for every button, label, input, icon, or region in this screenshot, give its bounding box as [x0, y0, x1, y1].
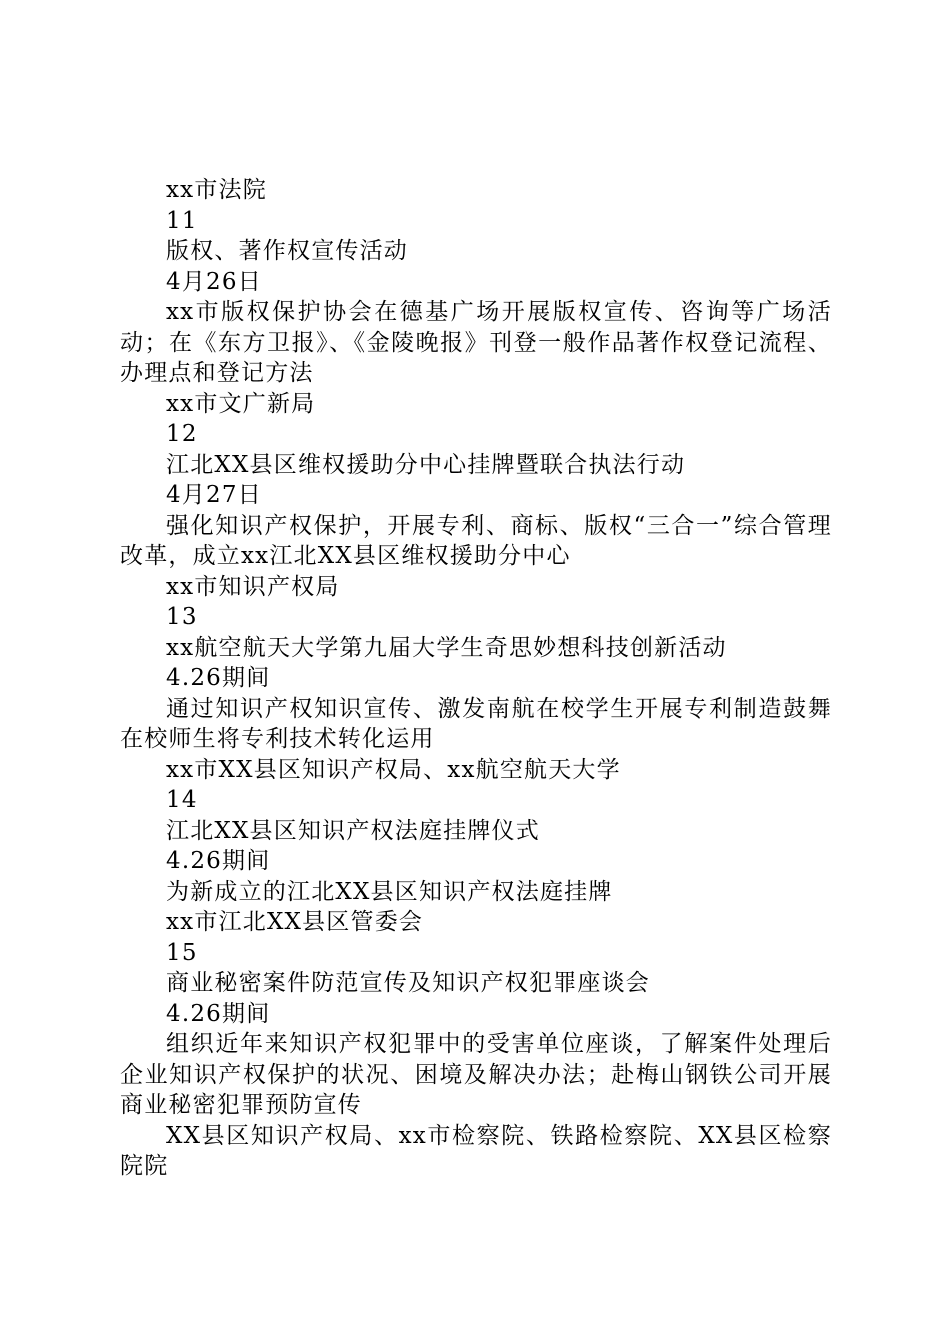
paragraph: 江北XX县区维权援助分中心挂牌暨联合执法行动: [166, 451, 686, 478]
paragraph: xx市版权保护协会在德基广场开展版权宣传、咨询等广场活动；在《东方卫报》、《金陵晚报》刊登一般作品著作权登记流程、办理点和登记方法: [120, 299, 832, 386]
paragraph: xx市法院: [166, 177, 267, 203]
paragraph: xx市江北XX县区管委会: [166, 909, 424, 935]
paragraph: 15: [166, 939, 198, 966]
paragraph: 4.26期间: [166, 665, 271, 691]
paragraph: 14: [166, 787, 198, 813]
document-body: [120, 175, 832, 1182]
paragraph: 13: [166, 604, 198, 630]
paragraph: 为新成立的江北XX县区知识产权法庭挂牌: [166, 878, 613, 905]
paragraph: 通过知识产权知识宣传、激发南航在校学生开展专利制造鼓舞在校师生将专利技术转化运用: [120, 695, 832, 752]
paragraph: 强化知识产权保护，开展专利、商标、版权“三合一”综合管理改革，成立xx江北XX县区维权援助分中心: [120, 512, 832, 569]
paragraph: 版权、著作权宣传活动: [166, 238, 408, 264]
paragraph: xx航空航天大学第九届大学生奇思妙想科技创新活动: [166, 634, 727, 661]
paragraph: XX县区知识产权局、xx市检察院、铁路检察院、XX县区检察院院: [120, 1122, 832, 1179]
paragraph: 江北XX县区知识产权法庭挂牌仪式: [166, 817, 540, 844]
paragraph: 4.26期间: [166, 1000, 271, 1027]
paragraph: 4.26期间: [166, 848, 271, 874]
paragraph: 12: [166, 421, 198, 447]
paragraph: 4月26日: [166, 268, 262, 295]
paragraph: 商业秘密案件防范宣传及知识产权犯罪座谈会: [166, 970, 650, 996]
paragraph: 组织近年来知识产权犯罪中的受害单位座谈，了解案件处理后企业知识产权保护的状况、困境及解决办法；赴梅山钢铁公司开展商业秘密犯罪预防宣传: [120, 1031, 832, 1118]
paragraph: 4月27日: [166, 482, 262, 508]
paragraph: xx市XX县区知识产权局、xx航空航天大学: [166, 756, 621, 783]
paragraph: xx市文广新局: [166, 390, 316, 417]
paragraph: 11: [166, 207, 198, 234]
paragraph: xx市知识产权局: [166, 573, 340, 600]
